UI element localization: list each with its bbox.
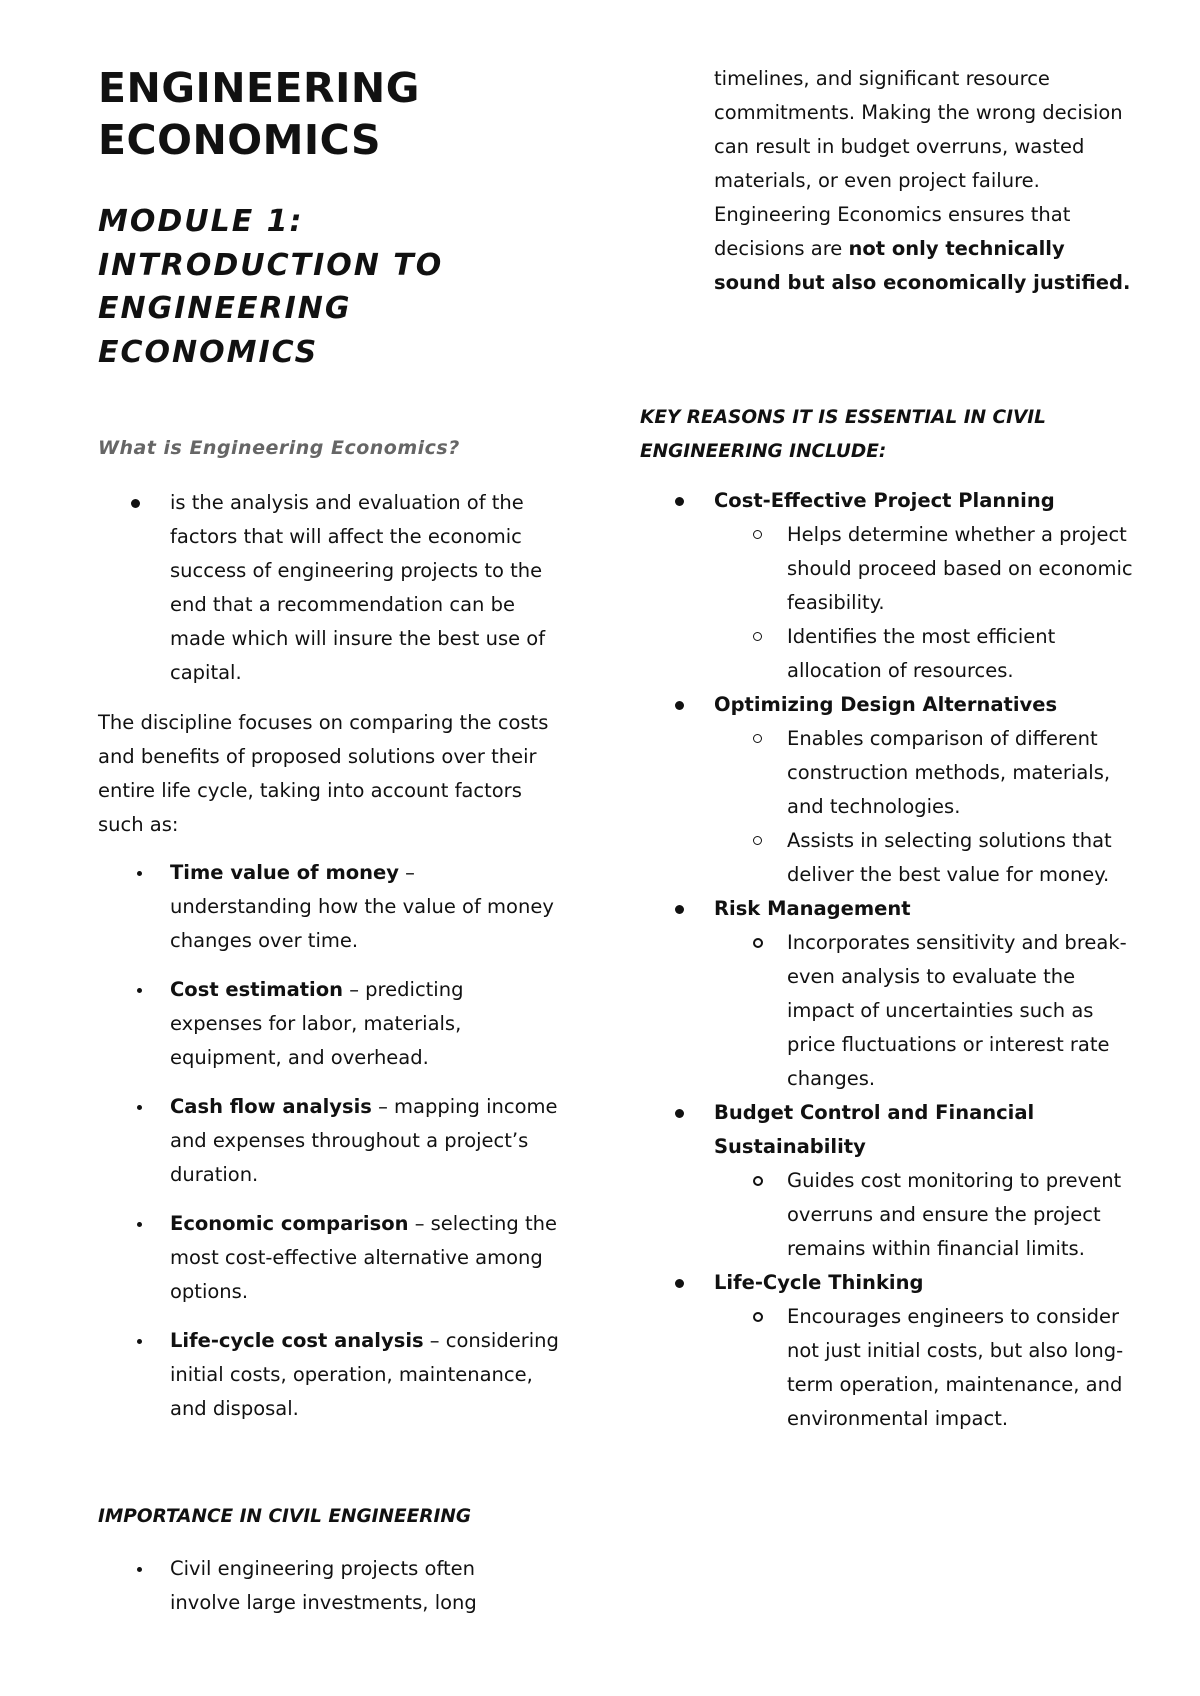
key-reasons-heading: KEY REASONS IT IS ESSENTIAL IN CIVIL ENGINEERING INCLUDE: [640,407,1046,462]
reason-point: Helps determine whether a project should proceed based on economic feasibility. [787,518,1134,620]
factor-desc: – mapping income and expenses throughout a project’s duration. [170,1095,558,1186]
reason-point: Enables comparison of different construction methods, materials, and technologies. [787,722,1134,824]
factor-desc: – predicting expenses for labor, materials, equipment, and overhead. [170,978,464,1069]
what-is-heading: What is Engineering Economics? [98,437,460,459]
importance-continued-text: timelines, and significant resource commitments. Making the wrong decision can result in budget overruns, wasted materials, or even project failure. Engineering Economics ensures that decisions are [714,67,1123,260]
factor-item [170,1324,560,1426]
reason-point: Identifies the most efficient allocation of resources. [787,620,1134,688]
reason-item [714,892,1134,1096]
factor-term: Cost estimation [170,978,344,1001]
factors-list [170,856,560,1441]
document-title [98,62,420,166]
reason-point: Guides cost monitoring to prevent overruns and ensure the project remains within financial limits. [787,1164,1134,1266]
reason-item [714,1096,1134,1266]
reason-points [787,926,1134,1096]
factor-desc: – understanding how the value of money changes over time. [170,861,554,952]
factor-term: Life-cycle cost analysis [170,1329,424,1352]
reason-points [787,1164,1134,1266]
reason-title: Budget Control and Financial Sustainability [714,1101,1035,1158]
reason-item [714,688,1134,892]
factor-term: Economic comparison [170,1212,409,1235]
definition-item: is the analysis and evaluation of the factors that will affect the economic success of engineering projects to the end that a recommendation can be made which will insure the best use of capital. [170,486,560,690]
reason-title: Life-Cycle Thinking [714,1271,924,1294]
factor-item [170,1090,560,1192]
reason-points [787,518,1134,688]
reason-point: Incorporates sensitivity and break-even analysis to evaluate the impact of uncertainties such as price fluctuations or interest rate changes. [787,926,1134,1096]
factor-desc: – selecting the most cost-effective alternative among options. [170,1212,557,1303]
factor-term: Time value of money [170,861,399,884]
importance-heading: IMPORTANCE IN CIVIL ENGINEERING [98,1506,472,1527]
reason-points [787,1300,1134,1436]
reason-point: Encourages engineers to consider not just initial costs, but also long-term operation, maintenance, and environmental impact. [787,1300,1134,1436]
discipline-paragraph: The discipline focuses on comparing the costs and benefits of proposed solutions over their entire life cycle, taking into account factors such as: [98,711,549,836]
reason-title: Cost-Effective Project Planning [714,489,1055,512]
importance-emphasis: not only technically sound but also economically justified. [714,237,1131,294]
title-line-2: ECONOMICS [98,116,382,164]
reason-point: Assists in selecting solutions that deliver the best value for money. [787,824,1134,892]
factor-item [170,973,560,1075]
importance-item: Civil engineering projects often involve large investments, long [170,1552,510,1620]
reason-item [714,484,1134,688]
factor-term: Cash flow analysis [170,1095,372,1118]
definition-list [170,486,560,690]
reason-item [714,1266,1134,1436]
reason-title: Optimizing Design Alternatives [714,693,1058,716]
factor-item [170,856,560,958]
reason-points [787,722,1134,892]
importance-list [170,1552,510,1620]
module-title: MODULE 1: INTRODUCTION TO ENGINEERING ECONOMICS [98,204,444,370]
factor-desc: – considering initial costs, operation, maintenance, and disposal. [170,1329,559,1420]
reason-title: Risk Management [714,897,911,920]
importance-continued [714,62,1134,300]
reasons-list [714,484,1134,1436]
factor-item [170,1207,560,1309]
title-line-1: ENGINEERING [98,64,420,112]
